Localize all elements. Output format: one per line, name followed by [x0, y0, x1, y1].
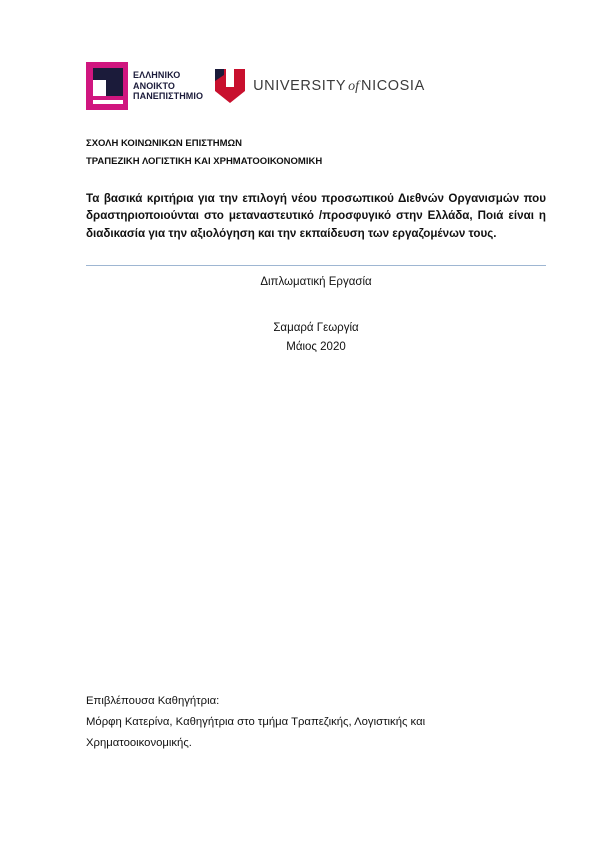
supervisor-line-2: Χρηματοοικονομικής. — [86, 737, 192, 749]
logo-row — [86, 62, 425, 110]
supervisor-line-1: Μόρφη Κατερίνα, Καθηγήτρια στο τμήμα Τραπεζικής, Λογιστικής και — [86, 716, 426, 728]
eap-line-1: ΕΛΛΗΝΙΚΟ — [133, 70, 181, 81]
thesis-title: Τα βασικά κριτήρια για την επιλογή νέου προσωπικού Διεθνών Οργανισμών που δραστηριοποιούνται στο μεταναστευτικό /προσφυγικό στην Ελλάδα, Ποιά είναι η διαδικασία για την αξιολόγηση και την εκπαίδευση των εργαζομένων τους. — [86, 192, 546, 240]
unic-logo-text — [253, 78, 425, 95]
unic-of-word: of — [348, 78, 360, 94]
unic-city-word: NICOSIA — [361, 77, 425, 94]
supervisor-label: Επιβλέπουσα Καθηγήτρια: — [86, 695, 220, 707]
title-divider — [86, 265, 546, 266]
author-name: Σαμαρά Γεωργία — [273, 322, 359, 334]
eap-line-2: ΑΝΟΙΚΤΟ — [133, 80, 176, 91]
university-of-nicosia-logo — [215, 69, 425, 103]
supervisor-block — [86, 691, 546, 754]
unic-shield-icon — [215, 69, 245, 103]
eap-logo-text — [133, 70, 203, 102]
submission-date: Μάιος 2020 — [286, 341, 346, 353]
faculty-name: ΣΧΟΛΗ ΚΟΙΝΩΝΙΚΩΝ ΕΠΙΣΤΗΜΩΝ — [86, 138, 243, 149]
eap-line-3: ΠΑΝΕΠΙΣΤΗΜΙΟ — [133, 91, 204, 102]
document-type: Διπλωματική Εργασία — [260, 276, 372, 288]
unic-main-word: UNIVERSITY — [253, 77, 347, 94]
school-info — [86, 135, 322, 171]
department-name: ΤΡΑΠΕΖΙΚΗ ΛΟΓΙΣΤΙΚΗ ΚΑΙ ΧΡΗΜΑΤΟΟΙΚΟΝΟΜΙΚΗ — [86, 156, 323, 167]
hellenic-open-university-logo — [86, 62, 203, 110]
eap-logo-icon — [86, 62, 128, 110]
